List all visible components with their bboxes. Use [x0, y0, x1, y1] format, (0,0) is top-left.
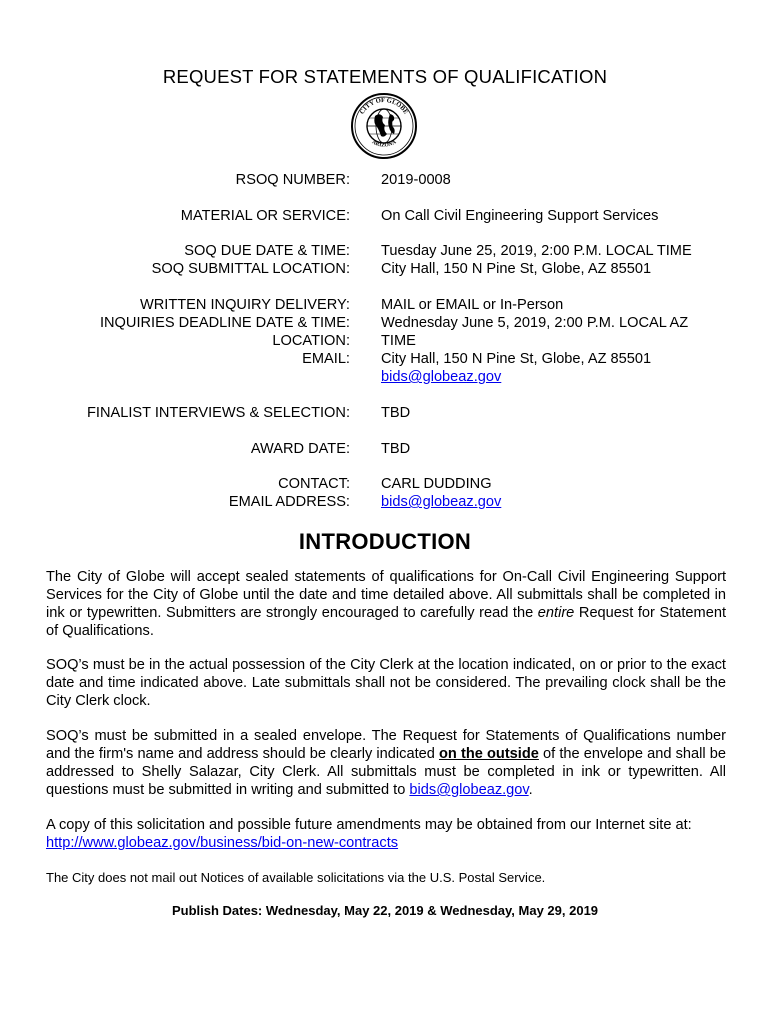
- seal-bottom-text: ARIZONA: [370, 139, 398, 149]
- location-label: LOCATION:: [272, 333, 350, 349]
- inquiry-email-link[interactable]: bids@globeaz.gov: [381, 369, 502, 385]
- inquiry-deadline-label: INQUIRIES DEADLINE DATE & TIME:: [99, 315, 350, 331]
- p1-text-b: Request for Statement of Qualifications.: [46, 605, 726, 639]
- p4-text: A copy of this solicitation and possible future amendments may be obtained from our Internet site at:: [46, 817, 692, 833]
- contact-label: CONTACT:: [278, 476, 350, 492]
- intro-paragraph-3: [46, 727, 726, 799]
- material-value: On Call Civil Engineering Support Services: [381, 208, 659, 224]
- city-seal-logo: [350, 92, 418, 160]
- finalist-value: TBD: [381, 405, 411, 421]
- submittal-value: City Hall, 150 N Pine St, Globe, AZ 85501: [381, 261, 652, 277]
- material-label: MATERIAL OR SERVICE:: [180, 208, 350, 224]
- contact-value: CARL DUDDING: [381, 476, 492, 492]
- p1-text-a: The City of Globe will accept sealed statements of qualifications for On-Call Civil Engineering Support Services for the City of Globe until the date and time detailed above. All submittals shall be completed in ink or typewritten. Submitters are strongly encouraged to carefully read the: [46, 569, 726, 621]
- rsoq-number-value: 2019-0008: [381, 172, 451, 188]
- location-value: City Hall, 150 N Pine St, Globe, AZ 85501: [381, 351, 652, 367]
- intro-paragraph-1: [46, 568, 726, 640]
- postal-notice: The City does not mail out Notices of available solicitations via the U.S. Postal Service.: [46, 870, 546, 885]
- p3-text-b: of the envelope and shall be addressed to Shelly Salazar, City Clerk. All submittals must be completed in ink or typewritten. All questions must be submitted in writing and submitted to: [46, 746, 726, 798]
- p3-text-a: SOQ’s must be submitted in a sealed envelope. The Request for Statements of Qualifications number and the firm's name and address should be clearly indicated: [46, 728, 726, 762]
- seal-top-text: CITY OF GLOBE: [358, 96, 410, 116]
- inquiry-delivery-label: WRITTEN INQUIRY DELIVERY:: [139, 297, 350, 313]
- p3-underlined: on the outside: [439, 746, 539, 762]
- due-value: Tuesday June 25, 2019, 2:00 P.M. LOCAL TIME: [381, 243, 692, 259]
- intro-paragraph-2: SOQ’s must be in the actual possession of the City Clerk at the location indicated, on or prior to the exact date and time indicated above. Late submittals shall not be considered. The prevailing clock shall be the City Clerk clock.: [46, 657, 726, 709]
- p3-email-link[interactable]: bids@globeaz.gov: [409, 782, 529, 798]
- inquiry-deadline-value-cont: TIME: [381, 333, 416, 349]
- introduction-heading: INTRODUCTION: [298, 529, 472, 554]
- contact-email-link[interactable]: bids@globeaz.gov: [381, 494, 502, 510]
- intro-paragraph-4: [46, 816, 726, 852]
- p1-emphasis: entire: [537, 605, 575, 621]
- inquiry-delivery-value: MAIL or EMAIL or In-Person: [381, 297, 564, 313]
- finalist-label: FINALIST INTERVIEWS & SELECTION:: [86, 405, 350, 421]
- award-value: TBD: [381, 441, 411, 457]
- inquiry-deadline-value: Wednesday June 5, 2019, 2:00 P.M. LOCAL AZ: [381, 315, 689, 331]
- document-title: REQUEST FOR STATEMENTS OF QUALIFICATION: [162, 66, 608, 87]
- website-link[interactable]: http://www.globeaz.gov/business/bid-on-new-contracts: [46, 835, 399, 851]
- p3-text-c: .: [528, 782, 533, 798]
- due-label: SOQ DUE DATE & TIME:: [184, 243, 350, 259]
- contact-email-label: EMAIL ADDRESS:: [228, 494, 350, 510]
- publish-dates: Publish Dates: Wednesday, May 22, 2019 & Wednesday, May 29, 2019: [171, 903, 599, 918]
- rsoq-number-label: RSOQ NUMBER:: [235, 172, 350, 188]
- submittal-label: SOQ SUBMITTAL LOCATION:: [151, 261, 350, 277]
- award-label: AWARD DATE:: [250, 441, 350, 457]
- email-label: EMAIL:: [302, 351, 350, 367]
